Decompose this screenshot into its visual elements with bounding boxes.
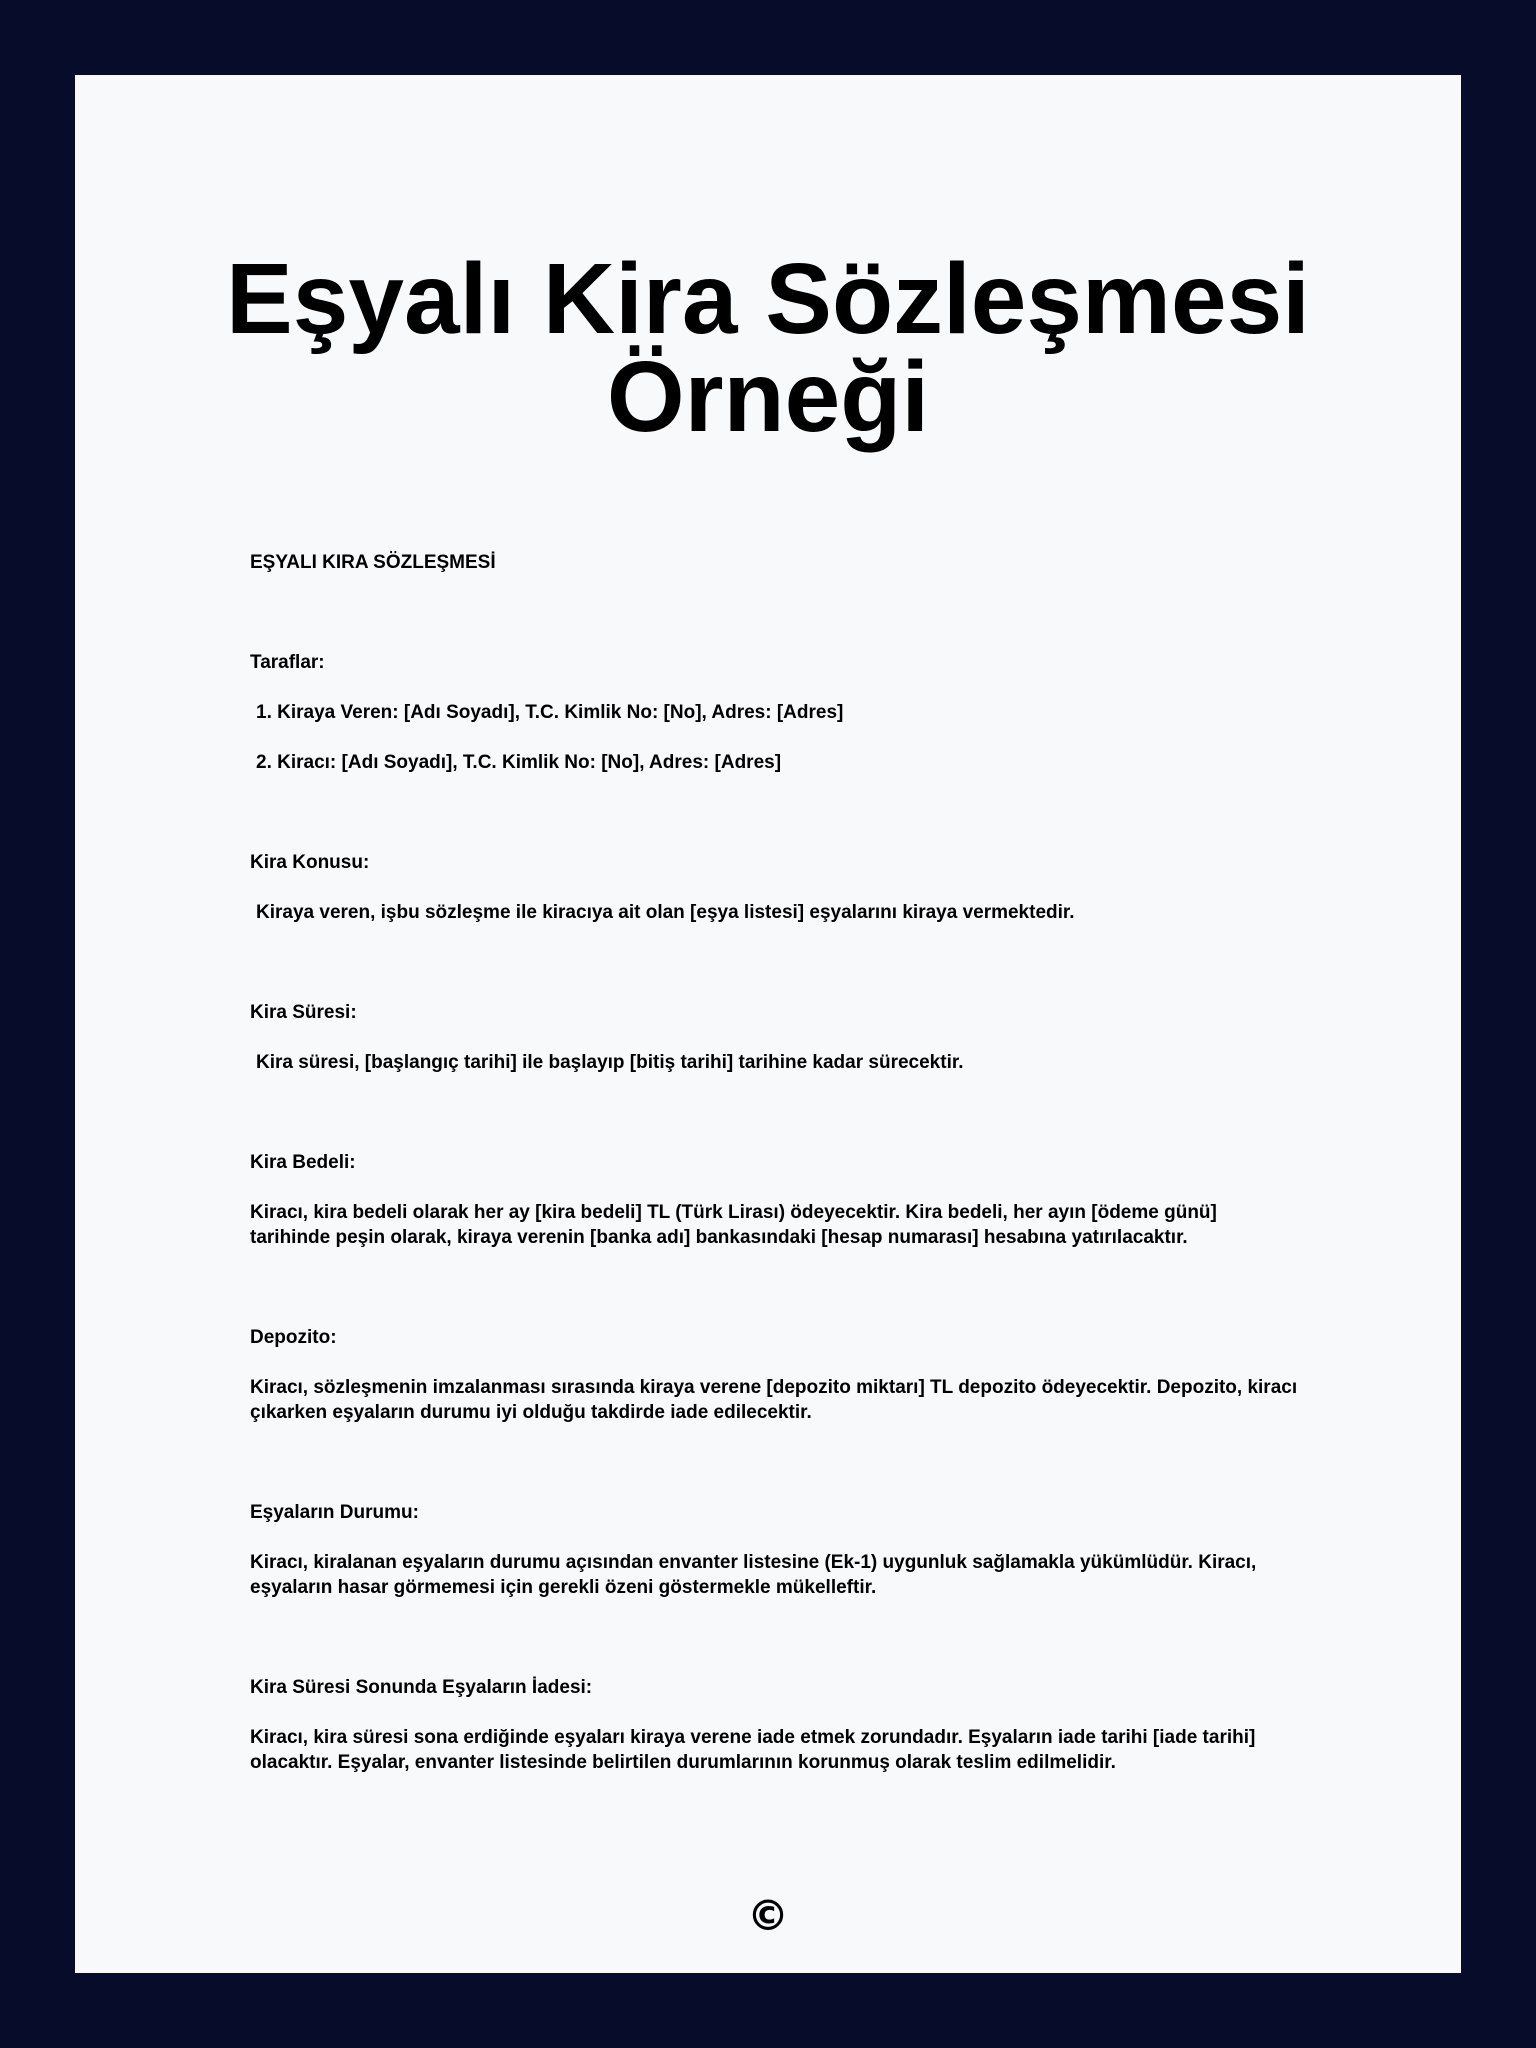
duration-label: Kira Süresi: xyxy=(250,1002,357,1023)
condition-text: Kiracı, kiralanan eşyaların durumu açısından envanter listesine (Ek-1) uygunluk sağlamakla yükümlüdür. Kiracı, eşyaların hasar görmemesi için gerekli özeni göstermekle mükelleftir. xyxy=(250,1552,1257,1598)
document-content xyxy=(250,550,1300,1850)
deposit-text: Kiracı, sözleşmenin imzalanması sırasında kiraya verene [depozito miktarı] TL depozito ödeyecektir. Depozito, kiracı çıkarken eşyaların durumu iyi olduğu takdirde iade edilecektir. xyxy=(250,1377,1298,1423)
copyright-icon: © xyxy=(747,1891,789,1940)
fee-text: Kiracı, kira bedeli olarak her ay [kira bedeli] TL (Türk Lirası) ödeyecektir. Kira bedeli, her ayın [ödeme günü] tarihinde peşin olarak, kiraya verenin [banka adı] bankasındaki [hesap numarası] hesabına yatırılacaktır. xyxy=(250,1202,1217,1248)
condition-label: Eşyaların Durumu: xyxy=(250,1502,419,1523)
contract-heading: EŞYALI KIRA SÖZLEŞMESİ xyxy=(250,552,496,573)
return-label: Kira Süresi Sonunda Eşyaların İadesi: xyxy=(250,1677,593,1698)
party-tenant: 2. Kiracı: [Adı Soyadı], T.C. Kimlik No: [No], Adres: [Adres] xyxy=(256,752,782,773)
fee-label: Kira Bedeli: xyxy=(250,1152,356,1173)
duration-text: Kira süresi, [başlangıç tarihi] ile başlayıp [bitiş tarihi] tarihine kadar sürecektir. xyxy=(256,1052,964,1073)
deposit-label: Depozito: xyxy=(250,1327,337,1348)
parties-label: Taraflar: xyxy=(250,652,325,673)
party-landlord: 1. Kiraya Veren: [Adı Soyadı], T.C. Kimlik No: [No], Adres: [Adres] xyxy=(256,702,844,723)
subject-text: Kiraya veren, işbu sözleşme ile kiracıya ait olan [eşya listesi] eşyalarını kiraya vermektedir. xyxy=(256,902,1075,923)
document-title: Eşyalı Kira Sözleşmesi Örneği xyxy=(226,243,1310,453)
return-text: Kiracı, kira süresi sona erdiğinde eşyaları kiraya verene iade etmek zorundadır. Eşyaların iade tarihi [iade tarihi] olacaktır. Eşyalar, envanter listesinde belirtilen durumlarının korunmuş olarak teslim edilmelidir. xyxy=(250,1727,1256,1773)
document-page xyxy=(75,75,1461,1973)
subject-label: Kira Konusu: xyxy=(250,852,370,873)
